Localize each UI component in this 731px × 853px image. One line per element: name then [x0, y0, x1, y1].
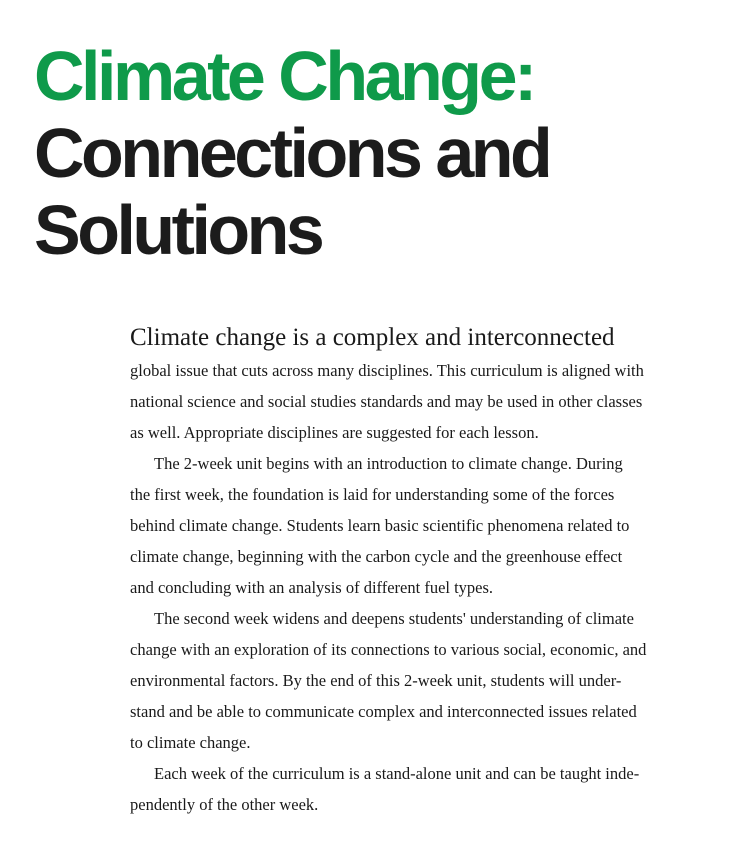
title-line-3: Solutions — [34, 191, 322, 269]
lead-sentence: Climate change is a complex and interconnected — [130, 324, 615, 351]
paragraph-line: Each week of the curriculum is a stand-alone unit and can be taught inde- — [154, 764, 640, 783]
paragraph-line: to climate change. — [130, 733, 251, 752]
paragraph-3 — [130, 603, 696, 758]
body-text — [130, 322, 696, 820]
paragraph-2 — [130, 448, 696, 603]
paragraph-line: The second week widens and deepens students' understanding of climate — [154, 609, 634, 628]
paragraph-line: and concluding with an analysis of different fuel types. — [130, 578, 494, 597]
title-line-2: Connections and — [34, 114, 550, 192]
paragraph-line: stand and be able to communicate complex and interconnected issues related — [130, 702, 637, 721]
page-title — [34, 38, 714, 269]
paragraph-4 — [130, 758, 696, 820]
paragraph-1 — [130, 355, 696, 448]
paragraph-line: pendently of the other week. — [130, 795, 319, 814]
title-line-1: Climate Change: — [34, 37, 534, 115]
paragraph-line: The 2-week unit begins with an introduction to climate change. During — [154, 454, 623, 473]
paragraph-line: behind climate change. Students learn basic scientific phenomena related to — [130, 516, 630, 535]
paragraph-line: national science and social studies standards and may be used in other classes — [130, 392, 643, 411]
paragraph-line: climate change, beginning with the carbon cycle and the greenhouse effect — [130, 547, 623, 566]
paragraph-line: global issue that cuts across many disciplines. This curriculum is aligned with — [130, 361, 644, 380]
paragraph-line: the first week, the foundation is laid for understanding some of the forces — [130, 485, 615, 504]
paragraph-line: change with an exploration of its connections to various social, economic, and — [130, 640, 647, 659]
paragraph-line: environmental factors. By the end of this 2-week unit, students will under- — [130, 671, 622, 690]
paragraph-line: as well. Appropriate disciplines are suggested for each lesson. — [130, 423, 539, 442]
